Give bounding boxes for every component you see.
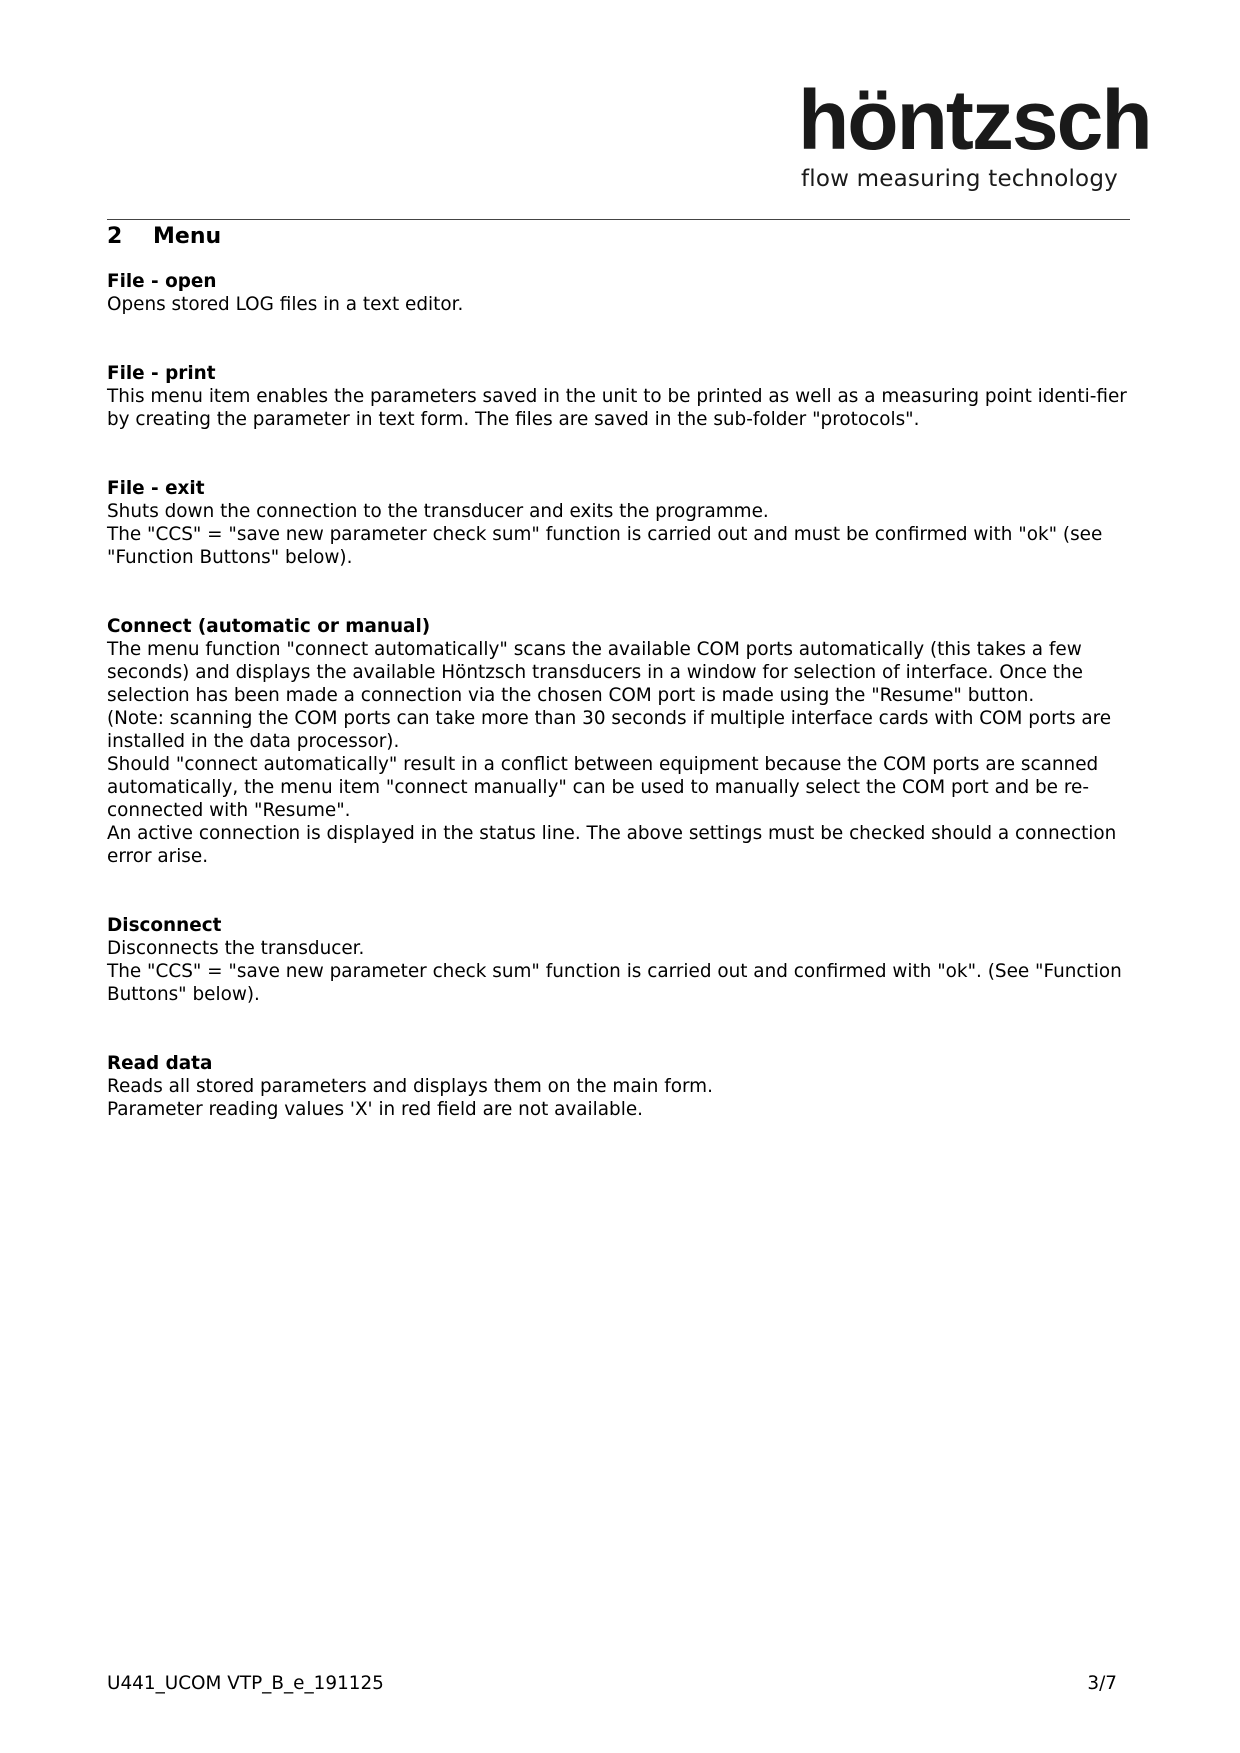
chapter-title: Menu — [153, 224, 222, 249]
section-paragraph: Disconnects the transducer. — [107, 938, 365, 959]
menu-section — [107, 270, 1133, 316]
section-title: Read data — [107, 1053, 213, 1074]
section-paragraph: Opens stored LOG files in a text editor. — [107, 294, 464, 315]
document-body — [107, 270, 1133, 1167]
section-paragraph: The "CCS" = "save new parameter check sum" function is carried out and must be confirmed with "ok" (see "Function Buttons" below). — [107, 524, 1103, 568]
section-paragraph: Shuts down the connection to the transducer and exits the programme. — [107, 501, 769, 522]
company-logo — [798, 73, 1151, 198]
section-title: File - open — [107, 271, 217, 292]
section-paragraph: The "CCS" = "save new parameter check sum" function is carried out and confirmed with "ok". (See "Function Buttons" below). — [107, 961, 1122, 1005]
section-paragraph: Parameter reading values 'X' in red field are not available. — [107, 1099, 643, 1120]
menu-section — [107, 914, 1133, 1006]
menu-section — [107, 1052, 1133, 1121]
footer-page-number: 3/7 — [1087, 1673, 1117, 1694]
chapter-number: 2 — [107, 224, 123, 249]
section-paragraph: This menu item enables the parameters saved in the unit to be printed as well as a measuring point identi-fier by creating the parameter in text form. The files are saved in the sub-folder "protocols". — [107, 386, 1127, 430]
section-paragraph: Reads all stored parameters and displays them on the main form. — [107, 1076, 713, 1097]
section-title: File - exit — [107, 478, 205, 499]
section-title: File - print — [107, 363, 216, 384]
logo-tagline: flow measuring technology — [801, 166, 1118, 192]
header-divider — [107, 219, 1130, 220]
chapter-heading — [107, 222, 221, 252]
section-paragraph: An active connection is displayed in the status line. The above settings must be checked should a connection error arise. — [107, 823, 1117, 867]
logo-wordmark: höntzsch — [798, 73, 1151, 167]
section-paragraph: The menu function "connect automatically" scans the available COM ports automatically (this takes a few seconds) and displays the available Höntzsch transducers in a window for selection of interface. Once the selection has been made a connection via the chosen COM port is made using the "Resume" button. — [107, 639, 1083, 706]
section-paragraph: Should "connect automatically" result in a conflict between equipment because the COM ports are scanned automatically, the menu item "connect manually" can be used to manually select the COM port and be re-connected with "Resume". — [107, 754, 1099, 821]
menu-section — [107, 615, 1133, 868]
footer-document-id: U441_UCOM VTP_B_e_191125 — [107, 1673, 384, 1694]
menu-section — [107, 362, 1133, 431]
menu-section — [107, 477, 1133, 569]
section-paragraph: (Note: scanning the COM ports can take more than 30 seconds if multiple interface cards with COM ports are installed in the data processor). — [107, 708, 1112, 752]
section-title: Connect (automatic or manual) — [107, 616, 431, 637]
section-title: Disconnect — [107, 915, 222, 936]
